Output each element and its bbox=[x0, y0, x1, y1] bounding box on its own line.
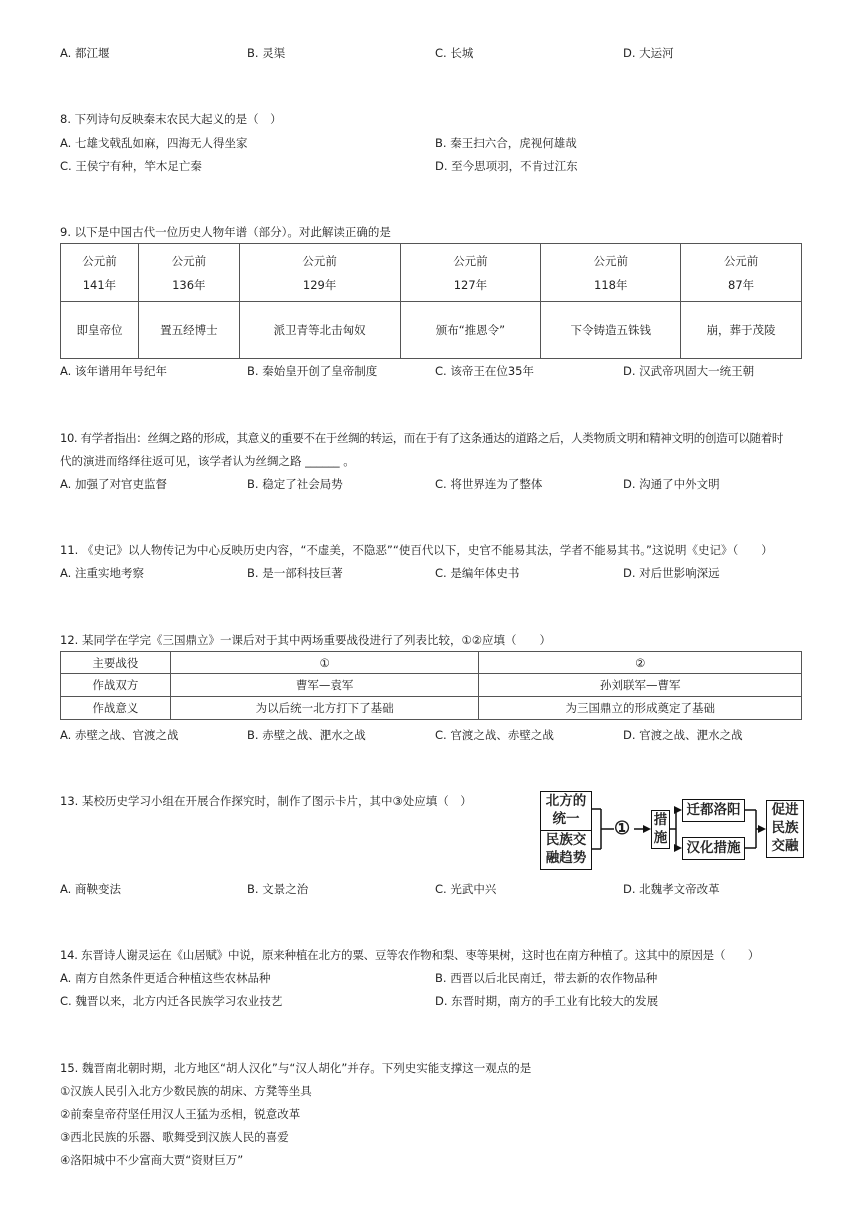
q9-year-cell: 公元前 87年 bbox=[681, 244, 802, 302]
q15-item-2: ②前秦皇帝苻坚任用汉人王猛为丞相，锐意改革 bbox=[60, 1107, 301, 1121]
q12-option-a: A. 赤壁之战、官渡之战 bbox=[60, 728, 179, 742]
q12-option-d: D. 官渡之战、淝水之战 bbox=[623, 728, 743, 742]
q9-event-cell: 崩，葬于茂陵 bbox=[681, 302, 802, 359]
q8-option-c: C. 王侯宁有种，竿木足亡秦 bbox=[60, 159, 202, 173]
q15-item-3: ③西北民族的乐器、歌舞受到汉族人民的喜爱 bbox=[60, 1130, 289, 1144]
q9-event-cell: 下令铸造五铢钱 bbox=[541, 302, 681, 359]
q14-option-a: A. 南方自然条件更适合种植这些农林品种 bbox=[60, 971, 271, 985]
q9-stem: 9. 以下是中国古代一位历史人物年谱（部分）。对此解读正确的是 bbox=[60, 225, 391, 239]
q10-option-a: A. 加强了对官吏监督 bbox=[60, 477, 167, 491]
q13-option-b: B. 文景之治 bbox=[247, 882, 309, 896]
q8-option-d: D. 至今思项羽，不肯过江东 bbox=[435, 159, 578, 173]
north-unification-box: 北方的 统一 bbox=[540, 791, 592, 831]
q9-option-d: D. 汉武帝巩固大一统王朝 bbox=[623, 364, 755, 378]
q7-option-d: D. 大运河 bbox=[623, 46, 674, 60]
q9-option-c: C. 该帝王在位35年 bbox=[435, 364, 534, 378]
q10-stem-line2: 代的演进而络绎往返可见，该学者认为丝绸之路 ______ 。 bbox=[60, 454, 355, 468]
q12-option-c: C. 官渡之战、赤壁之战 bbox=[435, 728, 554, 742]
q13-option-a: A. 商鞅变法 bbox=[60, 882, 121, 896]
q14-stem: 14. 东晋诗人谢灵运在《山居赋》中说，原来种植在北方的粟、豆等农作物和梨、枣等果树，这时也在南方种植了。这其中的原因是（ ） bbox=[60, 948, 760, 962]
q12-cell: 为以后统一北方打下了基础 bbox=[170, 697, 479, 720]
q14-option-c: C. 魏晋以来，北方内迁各民族学习农业技艺 bbox=[60, 994, 283, 1008]
q9-event-cell: 颁布“推恩令” bbox=[400, 302, 541, 359]
q9-option-a: A. 该年谱用年号纪年 bbox=[60, 364, 167, 378]
q7-option-a: A. 都江堰 bbox=[60, 46, 110, 60]
q11-option-d: D. 对后世影响深远 bbox=[623, 566, 720, 580]
q9-year-cell: 公元前 136年 bbox=[138, 244, 239, 302]
q12-header-cell: 主要战役 bbox=[61, 652, 171, 674]
q13-option-c: C. 光武中兴 bbox=[435, 882, 497, 896]
sinicization-box: 汉化措施 bbox=[682, 837, 745, 860]
q10-option-b: B. 稳定了社会局势 bbox=[247, 477, 343, 491]
q10-option-d: D. 沟通了中外文明 bbox=[623, 477, 720, 491]
q12-cell: 孙刘联军—曹军 bbox=[479, 674, 802, 697]
q9-year-cell: 公元前 129年 bbox=[239, 244, 400, 302]
q11-option-c: C. 是编年体史书 bbox=[435, 566, 520, 580]
q9-year-cell: 公元前 141年 bbox=[61, 244, 139, 302]
q13-stem: 13. 某校历史学习小组在开展合作探究时，制作了图示卡片，其中③处应填（ ） bbox=[60, 794, 472, 808]
q15-item-4: ④洛阳城中不少富商大贾“资财巨万” bbox=[60, 1153, 244, 1167]
measures-box: 措 施 bbox=[651, 810, 670, 849]
q8-option-b: B. 秦王扫六合，虎视何雄哉 bbox=[435, 136, 577, 150]
q8-stem: 8. 下列诗句反映秦末农民大起义的是（ ） bbox=[60, 112, 282, 126]
q12-cell: 为三国鼎立的形成奠定了基础 bbox=[479, 697, 802, 720]
q9-year-cell: 公元前 127年 bbox=[400, 244, 541, 302]
q12-cell: 作战意义 bbox=[61, 697, 171, 720]
q15-item-1: ①汉族人民引入北方少数民族的胡床、方凳等坐具 bbox=[60, 1084, 312, 1098]
q8-option-a: A. 七雄戈戟乱如麻，四海无人得坐家 bbox=[60, 136, 248, 150]
promote-fusion-box: 促进 民族 交融 bbox=[766, 800, 804, 858]
q7-option-c: C. 长城 bbox=[435, 46, 474, 60]
q10-option-c: C. 将世界连为了整体 bbox=[435, 477, 543, 491]
q10-stem-line1: 10. 有学者指出：丝绸之路的形成，其意义的重要不在于丝绸的转运，而在于有了这条通达的道路之后，人类物质文明和精神文明的创造可以随着时 bbox=[60, 431, 783, 445]
q12-stem: 12. 某同学在学完《三国鼎立》一课后对于其中两场重要战役进行了列表比较，①②应填（ ） bbox=[60, 633, 552, 647]
q11-option-b: B. 是一部科技巨著 bbox=[247, 566, 343, 580]
q9-year-cell: 公元前 118年 bbox=[541, 244, 681, 302]
q9-event-cell: 派卫青等北击匈奴 bbox=[239, 302, 400, 359]
q7-option-b: B. 灵渠 bbox=[247, 46, 286, 60]
q12-header-cell: ② bbox=[479, 652, 802, 674]
q14-option-d: D. 东晋时期，南方的手工业有比较大的发展 bbox=[435, 994, 659, 1008]
q9-event-cell: 即皇帝位 bbox=[61, 302, 139, 359]
q9-option-b: B. 秦始皇开创了皇帝制度 bbox=[247, 364, 378, 378]
q9-event-cell: 置五经博士 bbox=[138, 302, 239, 359]
q12-cell: 作战双方 bbox=[61, 674, 171, 697]
q14-option-b: B. 西晋以后北民南迁，带去新的农作物品种 bbox=[435, 971, 658, 985]
q11-option-a: A. 注重实地考察 bbox=[60, 566, 144, 580]
q12-option-b: B. 赤壁之战、淝水之战 bbox=[247, 728, 366, 742]
q13-option-d: D. 北魏孝文帝改革 bbox=[623, 882, 720, 896]
q15-stem: 15. 魏晋南北朝时期，北方地区“胡人汉化”与“汉人胡化”并存。下列史实能支撑这一观点的是 bbox=[60, 1061, 532, 1075]
q12-header-cell: ① bbox=[170, 652, 479, 674]
relocate-capital-box: 迁都洛阳 bbox=[682, 799, 745, 822]
ethnic-fusion-box: 民族交 融趋势 bbox=[540, 830, 592, 870]
q12-cell: 曹军—袁军 bbox=[170, 674, 479, 697]
q13-circle-marker: ① bbox=[614, 818, 631, 839]
q11-stem: 11. 《史记》以人物传记为中心反映历史内容，“不虚美，不隐恶”“使百代以下，史官不能易其法，学者不能易其书。”这说明《史记》（ ） bbox=[60, 543, 773, 557]
